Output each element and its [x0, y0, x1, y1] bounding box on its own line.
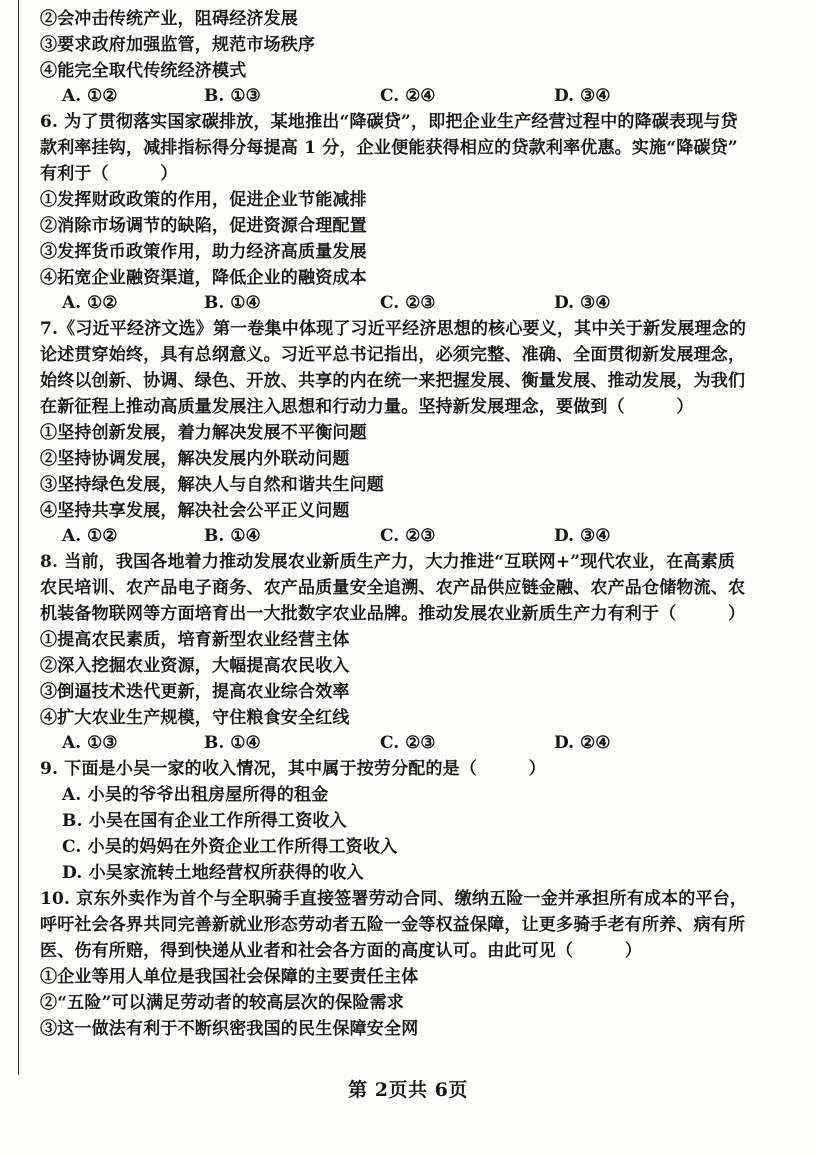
prev-question-options — [40, 0, 780, 109]
choice-a: A. ①② — [62, 526, 118, 546]
exam-page — [40, 0, 780, 1042]
option-line: ①发挥财政政策的作用，促进企业节能减排 — [40, 190, 367, 210]
question-text: 款利率挂钩，减排指标得分每提高 1 分，企业便能获得相应的贷款利率优惠。实施“降碳贷” — [40, 138, 738, 158]
question-text: 8. 当前，我国各地着力推动发展农业新质生产力，大力推进“互联网+”现代农业，在高素质 — [40, 552, 736, 572]
option-line: ②会冲击传统产业，阻碍经济发展 — [40, 9, 298, 29]
answer-choices — [40, 291, 780, 316]
question-text: 医、伤有所赔，得到快递从业者和社会各方面的高度认可。由此可见（ ） — [40, 941, 642, 961]
choice-c: C. ②④ — [380, 86, 436, 106]
choice-b: B. 小吴在国有企业工作所得工资收入 — [62, 811, 347, 831]
option-line: ②消除市场调节的缺陷，促进资源合理配置 — [40, 216, 367, 236]
question-text: 呼吁社会各界共同完善新就业形态劳动者五险一金等权益保障，让更多骑手老有所养、病有所 — [40, 915, 746, 935]
option-line: ②深入挖掘农业资源，大幅提高农民收入 — [40, 656, 350, 676]
option-line: ③发挥货币政策作用，助力经济高质量发展 — [40, 242, 367, 262]
question-9 — [40, 756, 780, 886]
choice-a: A. ①② — [62, 293, 118, 313]
answer-choices — [40, 84, 780, 109]
question-10 — [40, 886, 780, 1042]
option-line: ②“五险”可以满足劳动者的较高层次的保险需求 — [40, 993, 404, 1013]
choice-d: D. ③④ — [554, 526, 611, 546]
question-text: 机装备物联网等方面培育出一大批数字农业品牌。推动发展农业新质生产力有利于（ ） — [40, 604, 746, 624]
choice-c: C. ②③ — [380, 526, 436, 546]
choice-b: B. ①④ — [204, 526, 261, 546]
choice-b: B. ①④ — [204, 733, 261, 753]
question-text: 始终以创新、协调、绿色、开放、共享的内在统一来把握发展、衡量发展、推动发展，为我们 — [40, 371, 746, 391]
question-6 — [40, 109, 780, 316]
option-line: ③这一做法有利于不断织密我国的民生保障安全网 — [40, 1019, 419, 1039]
choice-d: D. ②④ — [554, 733, 611, 753]
question-text: 6. 为了贯彻落实国家碳排放，某地推出“降碳贷”，即把企业生产经营过程中的降碳表现与贷 — [40, 112, 738, 132]
question-text: 有利于（ ） — [40, 164, 178, 184]
choice-b: B. ①③ — [204, 86, 261, 106]
page-margin-line — [18, 0, 19, 1075]
question-8 — [40, 549, 780, 756]
choice-c: C. 小吴的妈妈在外资企业工作所得工资收入 — [62, 837, 398, 857]
choice-d: D. 小吴家流转土地经营权所获得的收入 — [62, 863, 364, 883]
option-line: ④扩大农业生产规模，守住粮食安全红线 — [40, 708, 350, 728]
option-line: ③倒逼技术迭代更新，提高农业综合效率 — [40, 682, 350, 702]
option-line: ②坚持协调发展，解决发展内外联动问题 — [40, 449, 350, 469]
question-text: 9. 下面是小吴一家的收入情况，其中属于按劳分配的是（ ） — [40, 759, 546, 779]
question-text: 10. 京东外卖作为首个与全职骑手直接签署劳动合同、缴纳五险一金并承担所有成本的平台， — [40, 889, 748, 909]
option-line: ①坚持创新发展，着力解决发展不平衡问题 — [40, 423, 367, 443]
choice-a: A. ①③ — [62, 733, 118, 753]
question-text: 农民培训、农产品电子商务、农产品质量安全追溯、农产品供应链金融、农产品仓储物流、农 — [40, 578, 746, 598]
choice-c: C. ②③ — [380, 293, 436, 313]
question-7 — [40, 316, 780, 549]
option-line: ③要求政府加强监管，规范市场秩序 — [40, 35, 316, 55]
choice-d: D. ③④ — [554, 86, 611, 106]
option-line: ①提高农民素质，培育新型农业经营主体 — [40, 630, 350, 650]
option-line: ④能完全取代传统经济模式 — [40, 61, 247, 81]
question-text: 论述贯穿始终，具有总纲意义。习近平总书记指出，必须完整、准确、全面贯彻新发展理念， — [40, 345, 746, 365]
page-number: 第 2页共 6页 — [348, 1079, 468, 1101]
choice-a: A. 小吴的爷爷出租房屋所得的租金 — [62, 785, 329, 805]
option-line: ④坚持共享发展，解决社会公平正义问题 — [40, 501, 350, 521]
choice-a: A. ①② — [62, 86, 118, 106]
option-line: ④拓宽企业融资渠道，降低企业的融资成本 — [40, 268, 367, 288]
choice-b: B. ①④ — [204, 293, 261, 313]
question-text: 在新征程上推动高质量发展注入思想和行动力量。坚持新发展理念，要做到（ ） — [40, 397, 694, 417]
choice-d: D. ③④ — [554, 293, 611, 313]
option-line: ③坚持绿色发展，解决人与自然和谐共生问题 — [40, 475, 384, 495]
option-line: ①企业等用人单位是我国社会保障的主要责任主体 — [40, 967, 419, 987]
answer-choices — [40, 524, 780, 549]
question-text: 7.《习近平经济文选》第一卷集中体现了习近平经济思想的核心要义，其中关于新发展理念的 — [40, 319, 747, 339]
answer-choices — [40, 731, 780, 756]
choice-c: C. ②③ — [380, 733, 436, 753]
